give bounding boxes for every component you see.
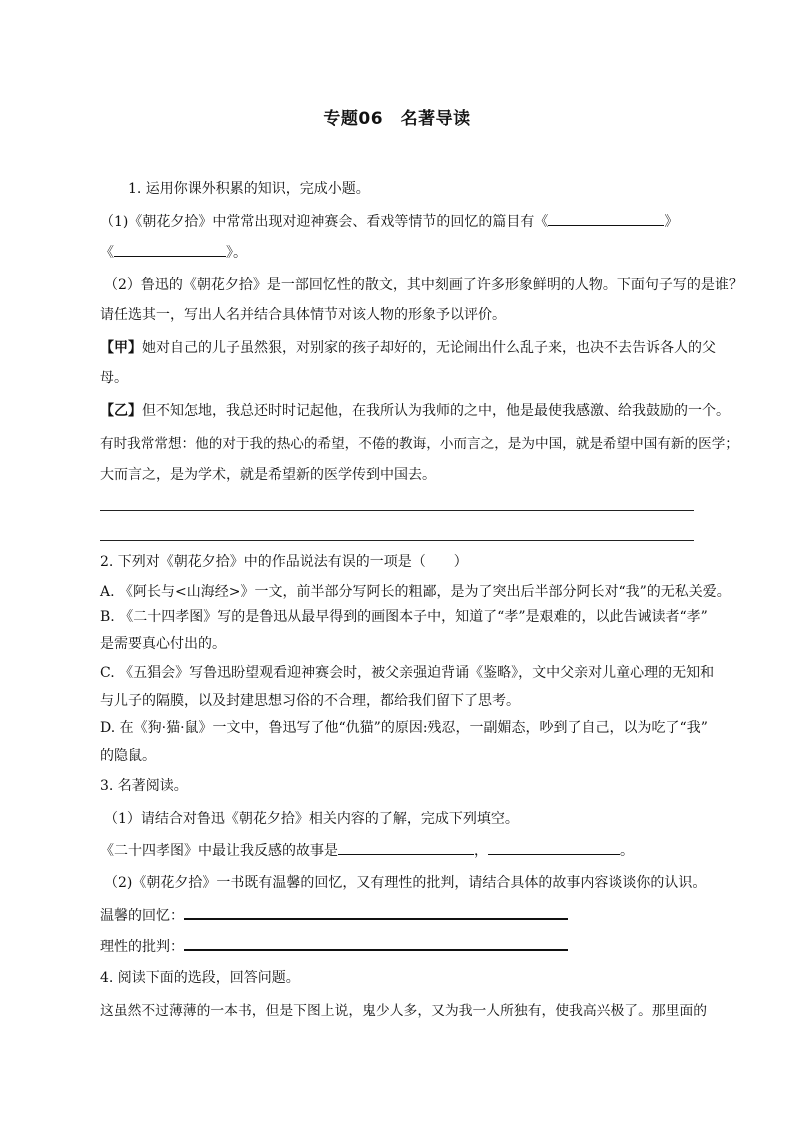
question-1-stem: 1. 运用你课外积累的知识，完成小题。 bbox=[128, 181, 370, 197]
question-3-fill bbox=[100, 840, 634, 860]
question-4-passage: 这虽然不过薄薄的一本书，但是下图上说，鬼少人多，又为我一人所独有，使我高兴极了。那里面的 bbox=[100, 1003, 708, 1019]
question-1-part1-line2 bbox=[100, 242, 247, 262]
rational-critique-answer-line[interactable] bbox=[184, 935, 568, 951]
page-title: 专题06 名著导读 bbox=[323, 109, 471, 129]
answer-blank-4[interactable] bbox=[488, 840, 620, 855]
option-a: A. 《阿长与<山海经>》一文，前半部分写阿长的粗鄙，是为了突出后半部分阿长对“我”的无私关爱。 bbox=[100, 584, 731, 600]
option-d-line2: 的隐鼠。 bbox=[100, 748, 156, 764]
answer-blank-2[interactable] bbox=[114, 242, 226, 257]
question-3-part1: （1）请结合对鲁迅《朝花夕拾》相关内容的了解，完成下列填空。 bbox=[104, 811, 519, 827]
excerpt-yi-line3: 大而言之，是为学术，就是希望新的医学传到中国去。 bbox=[100, 467, 436, 483]
question-3-stem: 3. 名著阅读。 bbox=[100, 778, 188, 794]
excerpt-jia-line2: 母。 bbox=[100, 370, 128, 386]
question-1-part2-line1: （2）鲁迅的《朝花夕拾》是一部回忆性的散文，其中刻画了许多形象鲜明的人物。下面句子写的是谁？ bbox=[104, 277, 743, 293]
option-c-line1: C. 《五猖会》写鲁迅盼望观看迎神赛会时，被父亲强迫背诵《鉴略》，文中父亲对儿童心理的无知和 bbox=[100, 665, 715, 681]
excerpt-jia-line1 bbox=[100, 337, 716, 357]
question-1-part1-close: 》 bbox=[664, 214, 679, 230]
option-c-line2: 与儿子的隔膜，以及封建思想习俗的不合理，都给我们留下了思考。 bbox=[100, 693, 520, 709]
option-b-line1: B. 《二十四孝图》写的是鲁迅从最早得到的画图本子中，知道了“孝”是艰难的，以此告诫读者“孝” bbox=[100, 609, 708, 625]
option-b-line2: 是需要真心付出的。 bbox=[100, 636, 226, 652]
question-1-part2-line2: 请任选其一，写出人名并结合具体情节对该人物的形象予以评价。 bbox=[100, 307, 506, 323]
question-3-fill-prefix: 《二十四孝图》中最让我反感的故事是 bbox=[100, 843, 338, 859]
excerpt-jia-text: 她对自己的儿子虽然狠，对别家的孩子却好的，无论闹出什么乱子来，也决不去告诉各人的父 bbox=[142, 340, 716, 356]
warm-memory-label: 温馨的回忆： bbox=[100, 908, 184, 924]
answer-blank-1[interactable] bbox=[548, 211, 664, 226]
question-3-part2: （2)《朝花夕拾》一书既有温馨的回忆，又有理性的批判，请结合具体的故事内容谈谈你的认识。 bbox=[104, 875, 707, 891]
excerpt-yi-tag: 【乙】 bbox=[100, 403, 142, 419]
answer-line-2[interactable] bbox=[100, 540, 694, 541]
question-3-fill-sep: ， bbox=[474, 843, 488, 859]
answer-blank-3[interactable] bbox=[338, 840, 474, 855]
question-4-stem: 4. 阅读下面的选段，回答问题。 bbox=[100, 970, 300, 986]
excerpt-yi-text: 但不知怎地，我总还时时记起他，在我所认为我师的之中，他是最使我感激、给我鼓励的一个。 bbox=[142, 403, 730, 419]
option-d-line1: D. 在《狗·猫·鼠》一文中，鲁迅写了他“仇猫”的原因:残忍，一副媚态，吵到了自己，以为吃了“我” bbox=[100, 720, 708, 736]
warm-memory-answer-line[interactable] bbox=[184, 904, 568, 920]
question-2-stem: 2. 下列对《朝花夕拾》中的作品说法有误的一项是（ ） bbox=[100, 554, 468, 570]
question-1-part1-close2: 》。 bbox=[226, 245, 247, 261]
question-3-fill-end: 。 bbox=[620, 843, 634, 859]
question-1-part1-text: （1)《朝花夕拾》中常常出现对迎神赛会、看戏等情节的回忆的篇目有《 bbox=[100, 214, 549, 230]
answer-line-1[interactable] bbox=[100, 510, 694, 511]
excerpt-jia-tag: 【甲】 bbox=[100, 340, 142, 356]
warm-memory-row bbox=[100, 904, 568, 925]
excerpt-yi-line1 bbox=[100, 400, 730, 420]
excerpt-yi-line2: 有时我常常想：他的对于我的热心的希望，不倦的教诲，小而言之，是为中国，就是希望中国有新的医学； bbox=[100, 436, 739, 452]
rational-critique-row bbox=[100, 935, 568, 956]
question-1-part1-open2: 《 bbox=[100, 245, 114, 261]
rational-critique-label: 理性的批判： bbox=[100, 939, 184, 955]
question-1-part1-line1 bbox=[100, 211, 678, 231]
